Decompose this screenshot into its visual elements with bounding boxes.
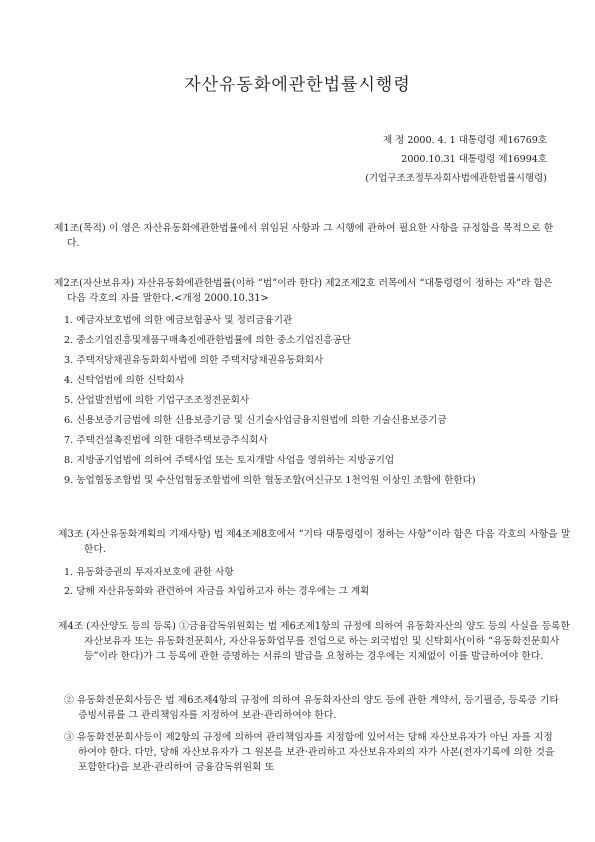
article-2-item-6: 6. 신용보증기금법에 의한 신용보증기금 및 신기술사업금융지원법에 의한 기술신용보증기금 bbox=[64, 415, 447, 426]
article-2-item-9: 9. 농업협동조합법 및 수산업협동조합법에 의한 협동조합(여신규모 1천억원 이상인 조합에 한한다) bbox=[64, 475, 476, 486]
enactment-line-2: 2000.10.31 대통령령 제16994호 bbox=[401, 154, 547, 165]
article-4-para-1: 제4조 (자산양도 등의 등록) ①금융감독위원회는 법 제6조제1항의 규정에 의하여 유동화자산의 양도 등의 사실을 등록한 자산보유자 또는 유동화전문회사, 자산유동화업무를 전업으로 하는 외국법인 및 신탁회사(이하 “유동화전문회사등”이라 한다)가 그 등록에 관한 증명하는 서류의 발급을 요청하는 경우에는 지체없이 이를 발급하여야 한다. bbox=[58, 621, 570, 662]
article-2-item-2: 2. 중소기업진흥및제품구매촉진에관한법률에 의한 중소기업진흥공단 bbox=[64, 335, 352, 346]
article-2-item-1: 1. 예금자보호법에 의한 예금보험공사 및 정리금융기관 bbox=[64, 315, 293, 326]
article-2-item-3: 3. 주택저당채권유동화회사법에 의한 주택저당채권유동화회사 bbox=[64, 355, 324, 366]
article-2-item-5: 5. 산업발전법에 의한 기업구조조정전문회사 bbox=[64, 395, 250, 406]
article-3-item-2: 2. 당해 자산유동화와 관련하여 자금을 차입하고자 하는 경우에는 그 계획 bbox=[64, 586, 370, 597]
article-3-item-1: 1. 유동화증권의 투자자보호에 관한 사항 bbox=[64, 567, 234, 578]
enactment-line-3: (기업구조조정투자회사법에관한법률시행령) bbox=[365, 173, 547, 184]
article-2-item-7: 7. 주택건설촉진법에 의한 대한주택보증주식회사 bbox=[64, 435, 268, 446]
article-3: 제3조 (자산유동화계획의 기재사항) 법 제4조제8호에서 “기타 대통령령이 정하는 사항”이라 함은 다음 각호의 사항을 말한다. bbox=[58, 529, 571, 555]
article-1: 제1조(목적) 이 영은 자산유동화에관한법률에서 위임된 사항과 그 시행에 관하여 필요한 사항을 규정함을 목적으로 한다. bbox=[54, 223, 554, 249]
document-title: 자산유동화에관한법률시행령 bbox=[184, 75, 411, 95]
enactment-line-1: 제 정 2000. 4. 1 대통령령 제16769호 bbox=[382, 135, 547, 146]
article-2-item-8: 8. 지방공기업법에 의하여 주택사업 또는 토지개발 사업을 영위하는 지방공기업 bbox=[64, 455, 395, 466]
article-4-para-3: ③ 유동화전문회사등이 제2항의 규정에 의하여 관리책임자를 지정함에 있어서는 당해 자산보유자가 아닌 자를 지정하여야 한다. 다만, 당해 자산보유자가 그 원본을 보관·관리하고 자산보유자외의 자가 사본(전자기록에 의한 것을 포함한다)을 보관·관리하여 금융감독위원회 또 bbox=[64, 732, 555, 773]
article-2: 제2조(자산보유자) 자산유동화에관한법률(이하 “법”이라 한다) 제2조제2호 러목에서 “대통령령이 정하는 자”라 함은 다음 각호의 자를 말한다.<개정 2000.10.31> bbox=[54, 278, 553, 304]
article-2-item-4: 4. 신탁업법에 의한 신탁회사 bbox=[64, 375, 185, 386]
article-4-para-2: ② 유동화전문회사등은 법 제6조제4항의 규정에 의하여 유동화자산의 양도 등에 관한 계약서, 등기필증, 등록증 기타 증빙서류를 그 관리책임자를 지정하여 보관·관리하여야 한다. bbox=[64, 695, 559, 721]
